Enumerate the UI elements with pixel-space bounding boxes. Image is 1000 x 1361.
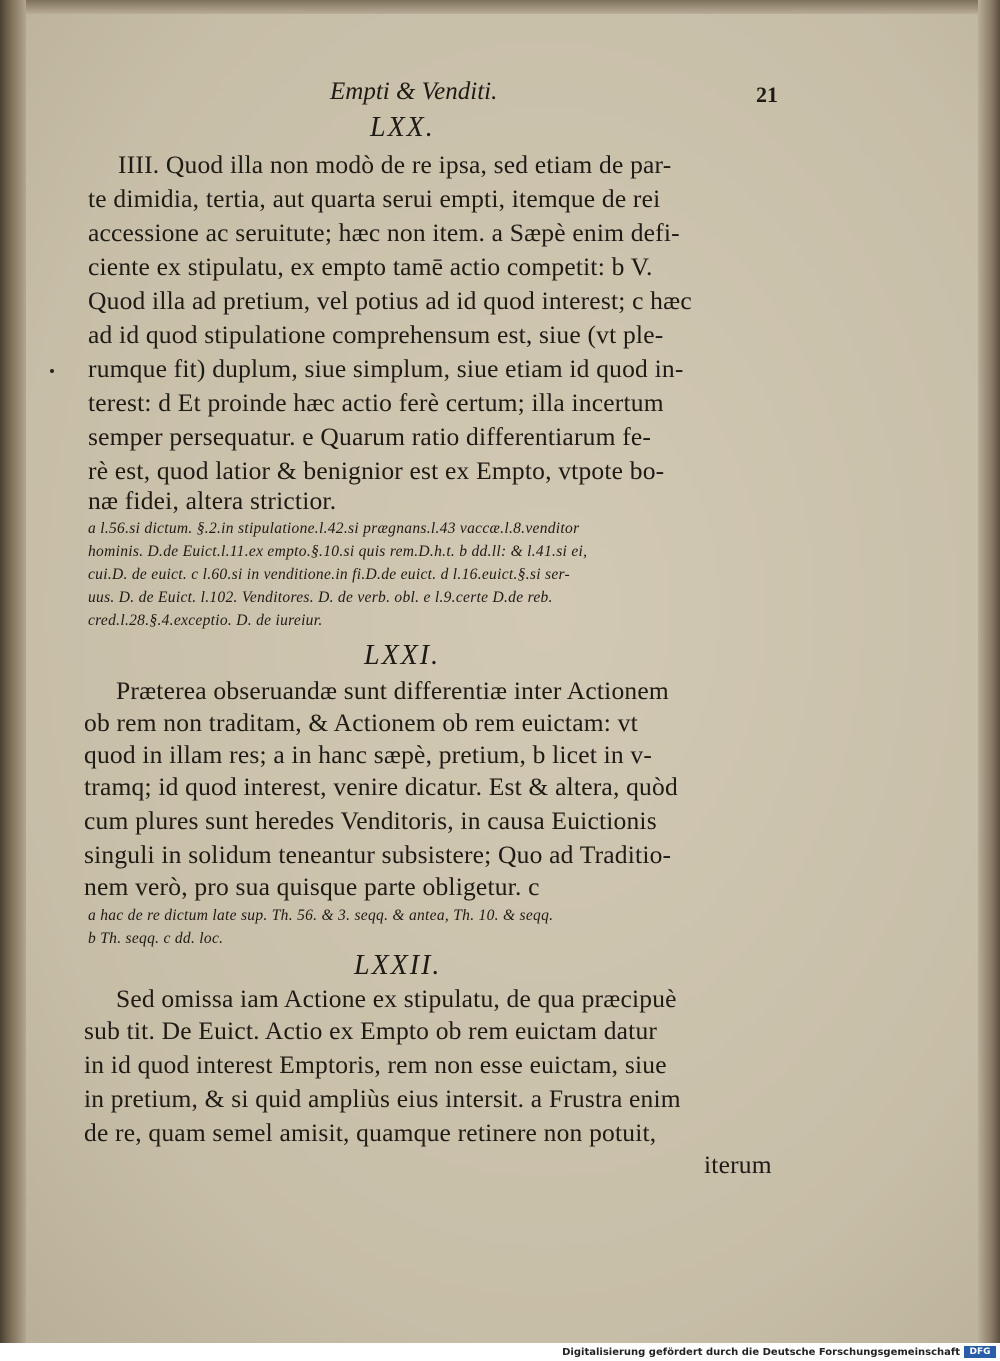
body-line: Quod illa ad pretium, vel potius ad id quod interest; c hæc — [88, 286, 692, 315]
body-line: ob rem non traditam, & Actionem ob rem euictam: vt — [84, 708, 638, 737]
top-page-edge — [0, 0, 1000, 14]
body-line: tramq; id quod interest, venire dicatur. Est & altera, quòd — [84, 772, 678, 801]
body-line: IIII. Quod illa non modò de re ipsa, sed etiam de par- — [118, 150, 672, 179]
body-line: in pretium, & si quid ampliùs eius intersit. a Frustra enim — [84, 1084, 681, 1113]
footnote-line: a hac de re dictum late sup. Th. 56. & 3. seqq. & antea, Th. 10. & seqq. — [88, 907, 554, 924]
footnote-line: uus. D. de Euict. l.102. Venditores. D. de verb. obl. e l.9.certe D.de reb. — [88, 589, 553, 606]
body-line: singuli in solidum teneantur subsistere; Quo ad Traditio- — [84, 840, 672, 869]
footer-credit: Digitalisierung gefördert durch die Deutsche Forschungsgemeinschaft — [562, 1347, 960, 1358]
body-line: semper persequatur. e Quarum ratio differentiarum fe- — [88, 422, 652, 451]
footnote-line: cred.l.28.§.4.exceptio. D. de iureiur. — [88, 612, 323, 629]
body-line: rumque fit) duplum, siue simplum, siue etiam id quod in- — [88, 354, 684, 383]
body-line: cum plures sunt heredes Venditoris, in causa Euictionis — [84, 806, 657, 835]
catchword: iterum — [704, 1150, 772, 1179]
body-line: accessione ac seruitute; hæc non item. a Sæpè enim defi- — [88, 218, 680, 247]
body-line: sub tit. De Euict. Actio ex Empto ob rem euictam datur — [84, 1016, 658, 1045]
section-heading: LXXI. — [364, 640, 441, 671]
footnote-line: a l.56.si dictum. §.2.in stipulatione.l.42.si prægnans.l.43 vaccæ.l.8.venditor — [88, 520, 580, 537]
footnote-line: b Th. seqq. c dd. loc. — [88, 930, 224, 947]
body-line: Sed omissa iam Actione ex stipulatu, de qua præcipuè — [116, 984, 677, 1013]
running-title: Empti & Venditi. — [330, 78, 498, 105]
body-line: Præterea obseruandæ sunt differentiæ inter Actionem — [116, 676, 669, 705]
binding-gutter — [0, 0, 26, 1343]
body-line: in id quod interest Emptoris, rem non esse euictam, siue — [84, 1050, 667, 1079]
body-line: te dimidia, tertia, aut quarta serui empti, itemque de rei — [88, 184, 661, 213]
footnote-line: cui.D. de euict. c l.60.si in venditione.in fi.D.de euict. d l.16.euict.§.si ser- — [88, 566, 570, 583]
body-line: de re, quam semel amisit, quamque retinere non potuit, — [84, 1118, 657, 1147]
body-line: rè est, quod latior & benignior est ex Empto, vtpote bo- — [88, 456, 665, 485]
body-line: næ fidei, altera strictior. — [88, 486, 337, 515]
body-line: nem verò, pro sua quisque parte obligetur. c — [84, 872, 540, 901]
page-number: 21 — [756, 82, 778, 107]
margin-mark — [50, 369, 54, 373]
body-line: quod in illam res; a in hanc sæpè, pretium, b licet in v- — [84, 740, 653, 769]
body-line: ciente ex stipulatu, ex empto tamē actio competit: b V. — [88, 252, 653, 281]
section-heading: LXX. — [370, 112, 435, 143]
footnote-line: hominis. D.de Euict.l.11.ex empto.§.10.si quis rem.D.h.t. b dd.ll: & l.41.si ei, — [88, 543, 588, 560]
body-line: terest: d Et proinde hæc actio ferè certum; illa incertum — [88, 388, 664, 417]
body-line: ad id quod stipulatione comprehensum est, siue (vt ple- — [88, 320, 664, 349]
right-page-edge — [978, 0, 1000, 1343]
section-heading: LXXII. — [354, 950, 442, 981]
dfg-logo: DFG — [964, 1346, 996, 1358]
